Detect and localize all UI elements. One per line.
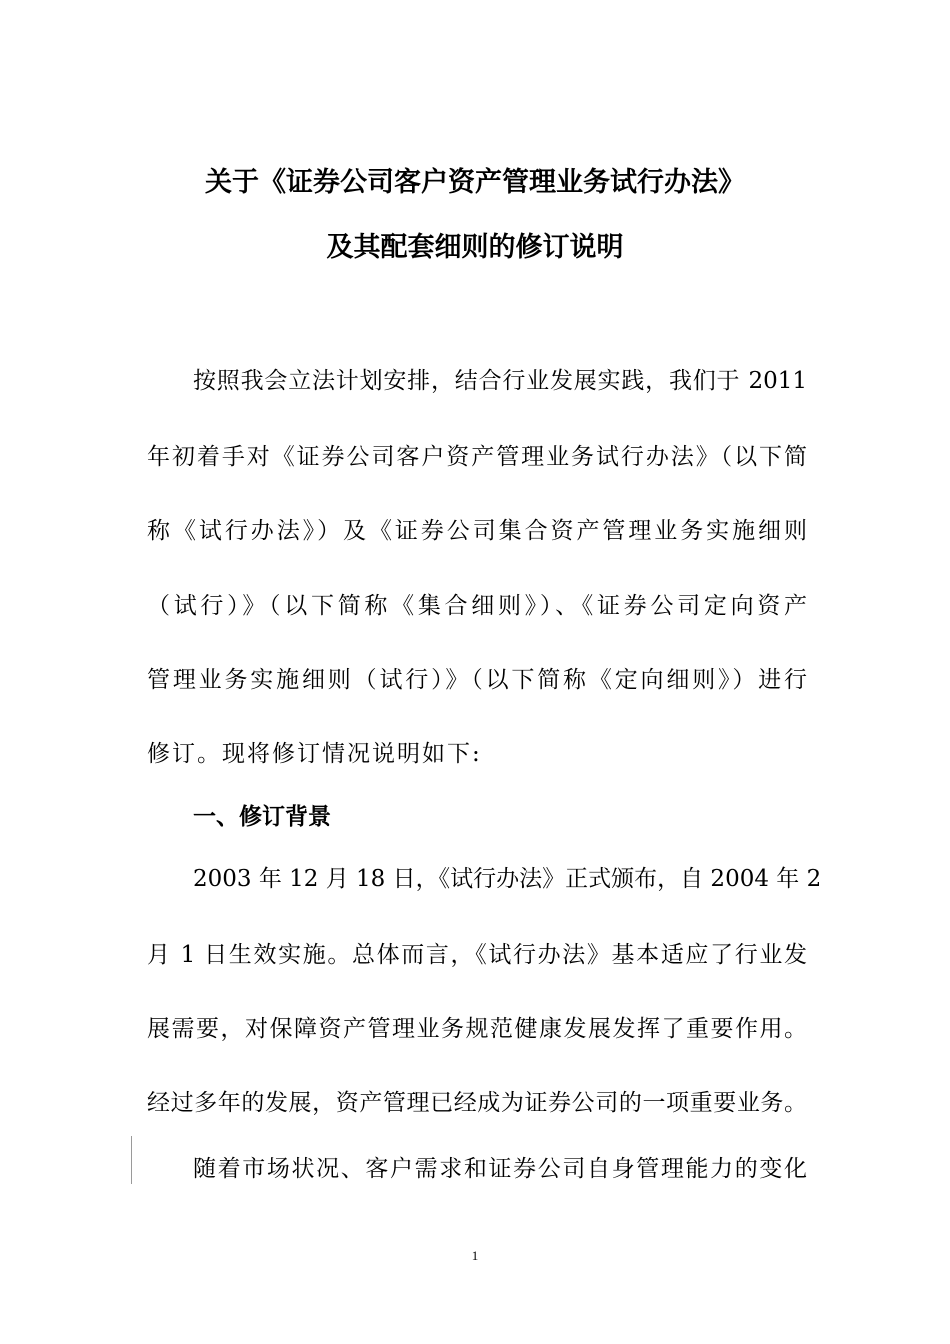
paragraph-1-line-1: 按照我会立法计划安排，结合行业发展实践，我们于 2011 <box>193 368 807 394</box>
paragraph-1-line-4: （试行）》（以下简称《集合细则》）、《证券公司定向资产 <box>147 593 807 619</box>
paragraph-1-line-3: 称《试行办法》）及《证券公司集合资产管理业务实施细则 <box>147 518 807 544</box>
document-title-line-2: 及其配套细则的修订说明 <box>326 232 624 263</box>
margin-change-bar <box>131 1136 132 1184</box>
paragraph-3-line-1: 随着市场状况、客户需求和证券公司自身管理能力的变化 <box>193 1156 807 1182</box>
paragraph-2-line-3: 展需要，对保障资产管理业务规范健康发展发挥了重要作用。 <box>147 1016 807 1042</box>
section-heading-background: 一、修订背景 <box>193 804 331 830</box>
paragraph-2-line-1: 2003 年 12 月 18 日，《试行办法》正式颁布，自 2004 年 2 <box>193 866 822 892</box>
paragraph-1-line-5: 管理业务实施细则（试行）》（以下简称《定向细则》）进行 <box>147 667 807 693</box>
paragraph-1-line-2: 年初着手对《证券公司客户资产管理业务试行办法》（以下简 <box>147 444 807 470</box>
paragraph-2-line-2: 月 1 日生效实施。总体而言，《试行办法》基本适应了行业发 <box>147 942 807 968</box>
document-title-line-1: 关于《证券公司客户资产管理业务试行办法》 <box>205 167 745 198</box>
paragraph-2-line-4: 经过多年的发展，资产管理已经成为证券公司的一项重要业务。 <box>147 1090 807 1116</box>
paragraph-1-line-6: 修订。现将修订情况说明如下: <box>147 741 482 767</box>
page-number: 1 <box>471 1248 479 1263</box>
